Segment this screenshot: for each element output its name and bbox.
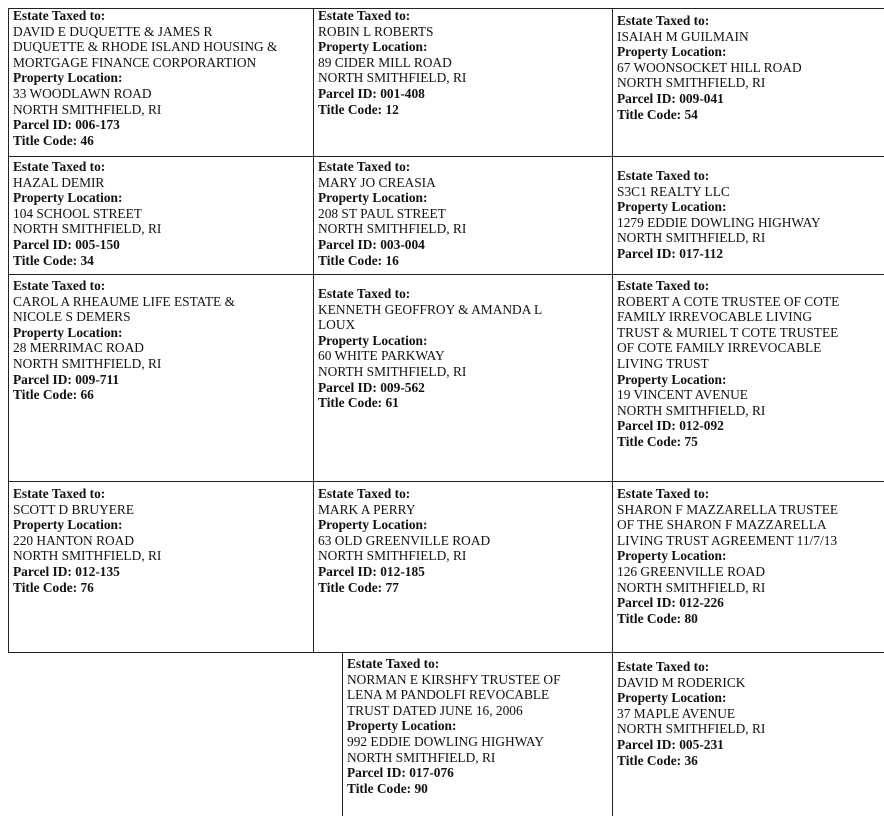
title-code <box>13 580 313 596</box>
parcel-id <box>13 564 313 580</box>
owner-name-line: SCOTT D BRUYERE <box>13 501 135 517</box>
record-card <box>313 483 612 652</box>
record-card <box>8 156 313 274</box>
estate-taxed-label: Estate Taxed to: <box>13 278 106 293</box>
estate-taxed-label: Estate Taxed to: <box>13 159 106 174</box>
estate-taxed-label: Estate Taxed to: <box>13 486 106 501</box>
owner-name-line: LIVING TRUST AGREEMENT 11/7/13 <box>617 532 838 548</box>
parcel-id-label: Parcel ID: <box>318 85 381 101</box>
title-code <box>13 253 313 269</box>
parcel-id-label: Parcel ID: <box>617 595 680 611</box>
owner-name-line: DAVID M RODERICK <box>617 674 746 690</box>
property-address-line: 89 CIDER MILL ROAD <box>318 54 452 70</box>
owner-name-line: ROBIN L ROBERTS <box>318 23 434 39</box>
property-address-line: NORTH SMITHFIELD, RI <box>318 221 467 237</box>
parcel-id-value: 009-562 <box>380 379 425 395</box>
parcel-id-value: 005-150 <box>75 236 120 252</box>
property-address-line: NORTH SMITHFIELD, RI <box>617 402 766 418</box>
property-address-line: NORTH SMITHFIELD, RI <box>347 749 496 765</box>
record-card <box>8 275 313 481</box>
parcel-id-label: Parcel ID: <box>13 236 76 252</box>
property-location-label: Property Location: <box>617 548 727 564</box>
parcel-id-value: 003-004 <box>380 236 425 252</box>
parcel-id-value: 009-711 <box>75 371 120 387</box>
property-address-line: NORTH SMITHFIELD, RI <box>617 579 766 595</box>
property-address-line: NORTH SMITHFIELD, RI <box>13 221 162 237</box>
title-code-value: 36 <box>684 752 698 768</box>
owner-name-line: DUQUETTE & RHODE ISLAND HOUSING & <box>13 39 278 55</box>
owner-name-line: NORMAN E KIRSHFY TRUSTEE OF <box>347 671 561 687</box>
parcel-id-value: 017-076 <box>409 765 454 781</box>
parcel-id-label: Parcel ID: <box>13 563 76 579</box>
title-code-label: Title Code: <box>13 252 81 268</box>
property-location-label: Property Location: <box>617 199 727 215</box>
record-card <box>612 10 884 156</box>
parcel-id-value: 009-041 <box>679 90 724 106</box>
parcel-id-label: Parcel ID: <box>617 90 680 106</box>
parcel-id <box>13 117 313 133</box>
title-code-value: 16 <box>385 252 399 268</box>
parcel-id <box>617 595 884 611</box>
property-address-line: 60 WHITE PARKWAY <box>318 348 445 364</box>
owner-name-line: ROBERT A COTE TRUSTEE OF COTE <box>617 293 840 309</box>
property-address-line: 67 WOONSOCKET HILL ROAD <box>617 59 802 75</box>
title-code-value: 66 <box>80 387 94 403</box>
property-location-label: Property Location: <box>318 332 428 348</box>
parcel-id <box>617 418 884 434</box>
parcel-id <box>13 237 313 253</box>
title-code <box>347 781 612 797</box>
title-code <box>13 387 313 403</box>
owner-name-line: HAZAL DEMIR <box>13 174 105 190</box>
property-address-line: 126 GREENVILLE ROAD <box>617 563 766 579</box>
record-card <box>8 5 313 156</box>
owner-name-line: FAMILY IRREVOCABLE LIVING <box>617 309 813 325</box>
property-location-label: Property Location: <box>318 190 428 206</box>
title-code-value: 46 <box>80 132 94 148</box>
title-code-label: Title Code: <box>617 433 685 449</box>
property-address-line: NORTH SMITHFIELD, RI <box>13 548 162 564</box>
property-address-line: 1279 EDDIE DOWLING HIGHWAY <box>617 214 821 230</box>
record-card <box>313 283 612 481</box>
estate-taxed-label: Estate Taxed to: <box>13 8 106 23</box>
title-code <box>617 753 884 769</box>
title-code-label: Title Code: <box>617 752 685 768</box>
title-code-label: Title Code: <box>13 132 81 148</box>
parcel-id <box>318 380 612 396</box>
owner-name-line: MARK A PERRY <box>318 501 416 517</box>
parcel-id <box>617 737 884 753</box>
owner-name-line: TRUST DATED JUNE 16, 2006 <box>347 702 523 718</box>
record-card <box>342 653 612 816</box>
owner-name-line: LIVING TRUST <box>617 355 709 371</box>
title-code-value: 80 <box>684 610 698 626</box>
parcel-id-label: Parcel ID: <box>617 418 680 434</box>
property-address-line: 19 VINCENT AVENUE <box>617 387 748 403</box>
property-address-line: NORTH SMITHFIELD, RI <box>13 101 162 117</box>
parcel-id-value: 006-173 <box>75 117 120 133</box>
estate-taxed-label: Estate Taxed to: <box>617 659 710 674</box>
owner-name-line: KENNETH GEOFFROY & AMANDA L <box>318 301 543 317</box>
property-address-line: NORTH SMITHFIELD, RI <box>318 70 467 86</box>
title-code-label: Title Code: <box>318 252 386 268</box>
estate-taxed-label: Estate Taxed to: <box>318 159 411 174</box>
title-code-label: Title Code: <box>617 610 685 626</box>
parcel-id-value: 001-408 <box>380 85 425 101</box>
title-code-label: Title Code: <box>13 387 81 403</box>
owner-name-line: LOUX <box>318 317 356 333</box>
record-card <box>8 483 313 652</box>
property-location-label: Property Location: <box>318 39 428 55</box>
grid-line-row3 <box>8 481 884 482</box>
owner-name-line: OF COTE FAMILY IRREVOCABLE <box>617 340 822 356</box>
title-code-value: 75 <box>684 433 698 449</box>
record-card <box>612 483 884 652</box>
title-code <box>318 580 612 596</box>
owner-name-line: S3C1 REALTY LLC <box>617 183 730 199</box>
property-location-label: Property Location: <box>617 690 727 706</box>
estate-taxed-label: Estate Taxed to: <box>617 278 710 293</box>
parcel-id-label: Parcel ID: <box>318 379 381 395</box>
parcel-id <box>617 246 884 262</box>
property-address-line: 992 EDDIE DOWLING HIGHWAY <box>347 733 544 749</box>
owner-name-line: CAROL A RHEAUME LIFE ESTATE & <box>13 293 235 309</box>
record-card <box>612 165 884 274</box>
property-address-line: 104 SCHOOL STREET <box>13 205 142 221</box>
property-address-line: 63 OLD GREENVILLE ROAD <box>318 532 491 548</box>
title-code-label: Title Code: <box>318 101 386 117</box>
property-address-line: 28 MERRIMAC ROAD <box>13 340 144 356</box>
parcel-id-value: 012-226 <box>679 595 724 611</box>
estate-taxed-label: Estate Taxed to: <box>347 656 440 671</box>
parcel-id-label: Parcel ID: <box>318 563 381 579</box>
parcel-id-value: 017-112 <box>679 245 724 261</box>
property-address-line: NORTH SMITHFIELD, RI <box>617 230 766 246</box>
estate-taxed-label: Estate Taxed to: <box>617 13 710 28</box>
title-code-label: Title Code: <box>347 780 415 796</box>
parcel-id-label: Parcel ID: <box>13 117 76 133</box>
parcel-id-label: Parcel ID: <box>617 736 680 752</box>
owner-name-line: TRUST & MURIEL T COTE TRUSTEE <box>617 324 839 340</box>
record-card <box>612 275 884 481</box>
property-address-line: 37 MAPLE AVENUE <box>617 705 736 721</box>
title-code <box>617 434 884 450</box>
parcel-id <box>347 765 612 781</box>
parcel-id-value: 012-185 <box>380 563 425 579</box>
record-card <box>313 156 612 274</box>
title-code <box>318 253 612 269</box>
title-code <box>318 395 612 411</box>
owner-name-line: OF THE SHARON F MAZZARELLA <box>617 517 827 533</box>
owner-name-line: NICOLE S DEMERS <box>13 309 131 325</box>
owner-name-line: SHARON F MAZZARELLA TRUSTEE <box>617 501 839 517</box>
owner-name-line: MORTGAGE FINANCE CORPORARTION <box>13 54 257 70</box>
record-card <box>612 656 884 816</box>
owner-name-line: DAVID E DUQUETTE & JAMES R <box>13 23 213 39</box>
title-code <box>13 133 313 149</box>
parcel-id-value: 012-135 <box>75 563 120 579</box>
property-location-label: Property Location: <box>13 70 123 86</box>
property-location-label: Property Location: <box>347 718 457 734</box>
property-location-label: Property Location: <box>13 324 123 340</box>
estate-taxed-label: Estate Taxed to: <box>617 486 710 501</box>
parcel-id-value: 005-231 <box>679 736 724 752</box>
record-card <box>313 5 612 156</box>
property-address-line: NORTH SMITHFIELD, RI <box>617 721 766 737</box>
owner-name-line: LENA M PANDOLFI REVOCABLE <box>347 687 550 703</box>
estate-taxed-label: Estate Taxed to: <box>617 168 710 183</box>
parcel-id <box>318 237 612 253</box>
title-code-label: Title Code: <box>13 579 81 595</box>
property-location-label: Property Location: <box>13 517 123 533</box>
title-code-value: 54 <box>684 106 698 122</box>
title-code-value: 61 <box>385 395 399 411</box>
parcel-id <box>13 372 313 388</box>
property-address-line: 220 HANTON ROAD <box>13 532 135 548</box>
title-code-value: 76 <box>80 579 94 595</box>
parcel-id-label: Parcel ID: <box>13 371 76 387</box>
parcel-id <box>318 564 612 580</box>
title-code <box>617 107 884 123</box>
property-location-label: Property Location: <box>318 517 428 533</box>
owner-name-line: MARY JO CREASIA <box>318 174 436 190</box>
title-code-value: 90 <box>414 780 428 796</box>
parcel-id <box>617 91 884 107</box>
title-code-value: 34 <box>80 252 94 268</box>
title-code-label: Title Code: <box>617 106 685 122</box>
property-location-label: Property Location: <box>617 44 727 60</box>
property-address-line: NORTH SMITHFIELD, RI <box>318 548 467 564</box>
title-code <box>617 611 884 627</box>
title-code-value: 12 <box>385 101 399 117</box>
title-code <box>318 102 612 118</box>
estate-taxed-label: Estate Taxed to: <box>318 8 411 23</box>
property-address-line: 208 ST PAUL STREET <box>318 205 446 221</box>
parcel-id-label: Parcel ID: <box>617 245 680 261</box>
title-code-value: 77 <box>385 579 399 595</box>
parcel-id <box>318 86 612 102</box>
property-address-line: NORTH SMITHFIELD, RI <box>318 363 467 379</box>
property-location-label: Property Location: <box>13 190 123 206</box>
property-address-line: NORTH SMITHFIELD, RI <box>13 355 162 371</box>
property-address-line: NORTH SMITHFIELD, RI <box>617 75 766 91</box>
parcel-id-label: Parcel ID: <box>347 765 410 781</box>
title-code-label: Title Code: <box>318 579 386 595</box>
title-code-label: Title Code: <box>318 395 386 411</box>
parcel-id-label: Parcel ID: <box>318 236 381 252</box>
estate-taxed-label: Estate Taxed to: <box>318 486 411 501</box>
parcel-id-value: 012-092 <box>679 418 724 434</box>
property-location-label: Property Location: <box>617 371 727 387</box>
property-address-line: 33 WOODLAWN ROAD <box>13 85 152 101</box>
owner-name-line: ISAIAH M GUILMAIN <box>617 28 749 44</box>
estate-taxed-label: Estate Taxed to: <box>318 286 411 301</box>
